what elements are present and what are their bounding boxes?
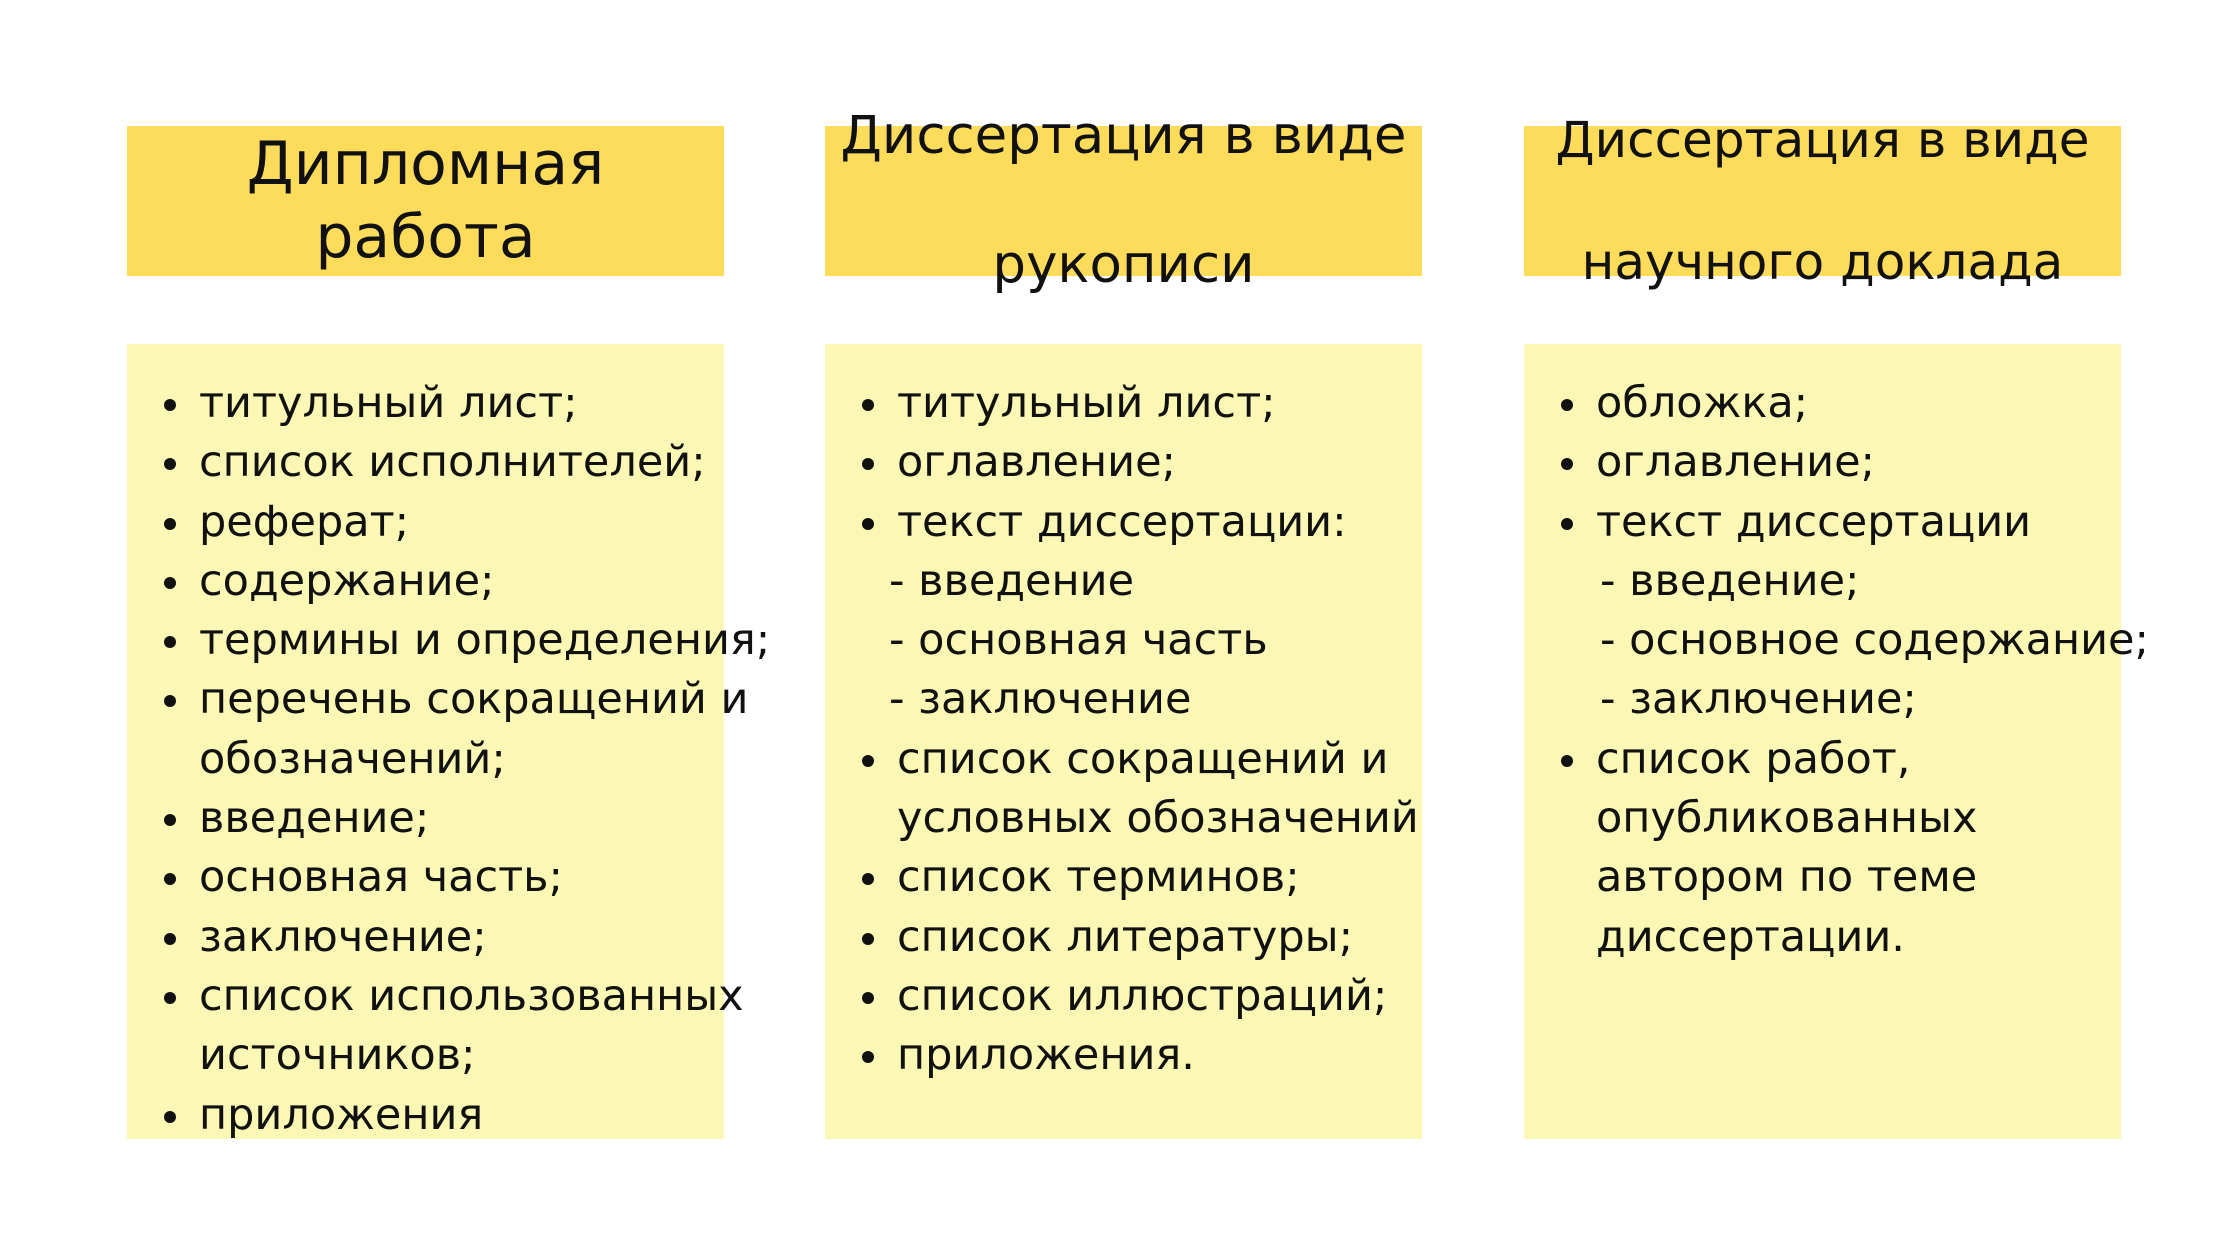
list-item: оглавление; bbox=[1596, 433, 2149, 492]
list-item: текст диссертации bbox=[1596, 493, 2149, 552]
header-diploma bbox=[127, 126, 724, 276]
structure-list bbox=[889, 374, 1419, 1086]
header-line: Диссертация в виде рукописи bbox=[840, 105, 1407, 296]
panel-scientific-report bbox=[1524, 344, 2149, 1139]
header-manuscript bbox=[825, 105, 1422, 296]
list-item: список сокращений и условных обозначений bbox=[897, 730, 1419, 849]
list-subitem: - заключение bbox=[889, 674, 1192, 725]
list-item: список иллюстраций; bbox=[897, 967, 1419, 1026]
list-item: содержание; bbox=[199, 552, 770, 611]
list-item: введение; bbox=[199, 789, 770, 848]
panel-manuscript bbox=[825, 344, 1422, 1139]
list-item: перечень сокращений и обозначений; bbox=[199, 670, 770, 789]
list-item: обложка; bbox=[1596, 374, 2149, 433]
list-item: список терминов; bbox=[897, 848, 1419, 907]
list-item: оглавление; bbox=[897, 433, 1419, 492]
list-item: титульный лист; bbox=[897, 374, 1419, 433]
list-item: титульный лист; bbox=[199, 374, 770, 433]
list-subitem: - введение; bbox=[1600, 555, 1860, 606]
structure-list bbox=[1596, 374, 2149, 967]
list-item: список использованных источников; bbox=[199, 967, 770, 1086]
header-scientific-report bbox=[1524, 110, 2121, 291]
list-item: приложения bbox=[199, 1086, 770, 1145]
header-line: Диссертация в виде научного доклада bbox=[1555, 110, 2090, 291]
panel-diploma bbox=[127, 344, 771, 1140]
list-item: список работ, опубликованных автором по теме диссертации. bbox=[1596, 730, 2149, 967]
list-item: основная часть; bbox=[199, 848, 770, 907]
list-subitem: - основное содержание; bbox=[1600, 615, 2149, 666]
header-line: Дипломная работа bbox=[246, 128, 605, 272]
list-subitem: - введение bbox=[889, 555, 1135, 606]
list-subitem: - основная часть bbox=[889, 615, 1268, 666]
list-item: реферат; bbox=[199, 493, 770, 552]
structure-list bbox=[199, 374, 770, 1145]
list-item: заключение; bbox=[199, 908, 770, 967]
list-item: текст диссертации: bbox=[897, 493, 1419, 552]
list-subitem: - заключение; bbox=[1600, 674, 1917, 725]
list-item: список литературы; bbox=[897, 908, 1419, 967]
list-item: термины и определения; bbox=[199, 611, 770, 670]
list-item: список исполнителей; bbox=[199, 433, 770, 492]
list-item: приложения. bbox=[897, 1026, 1419, 1085]
